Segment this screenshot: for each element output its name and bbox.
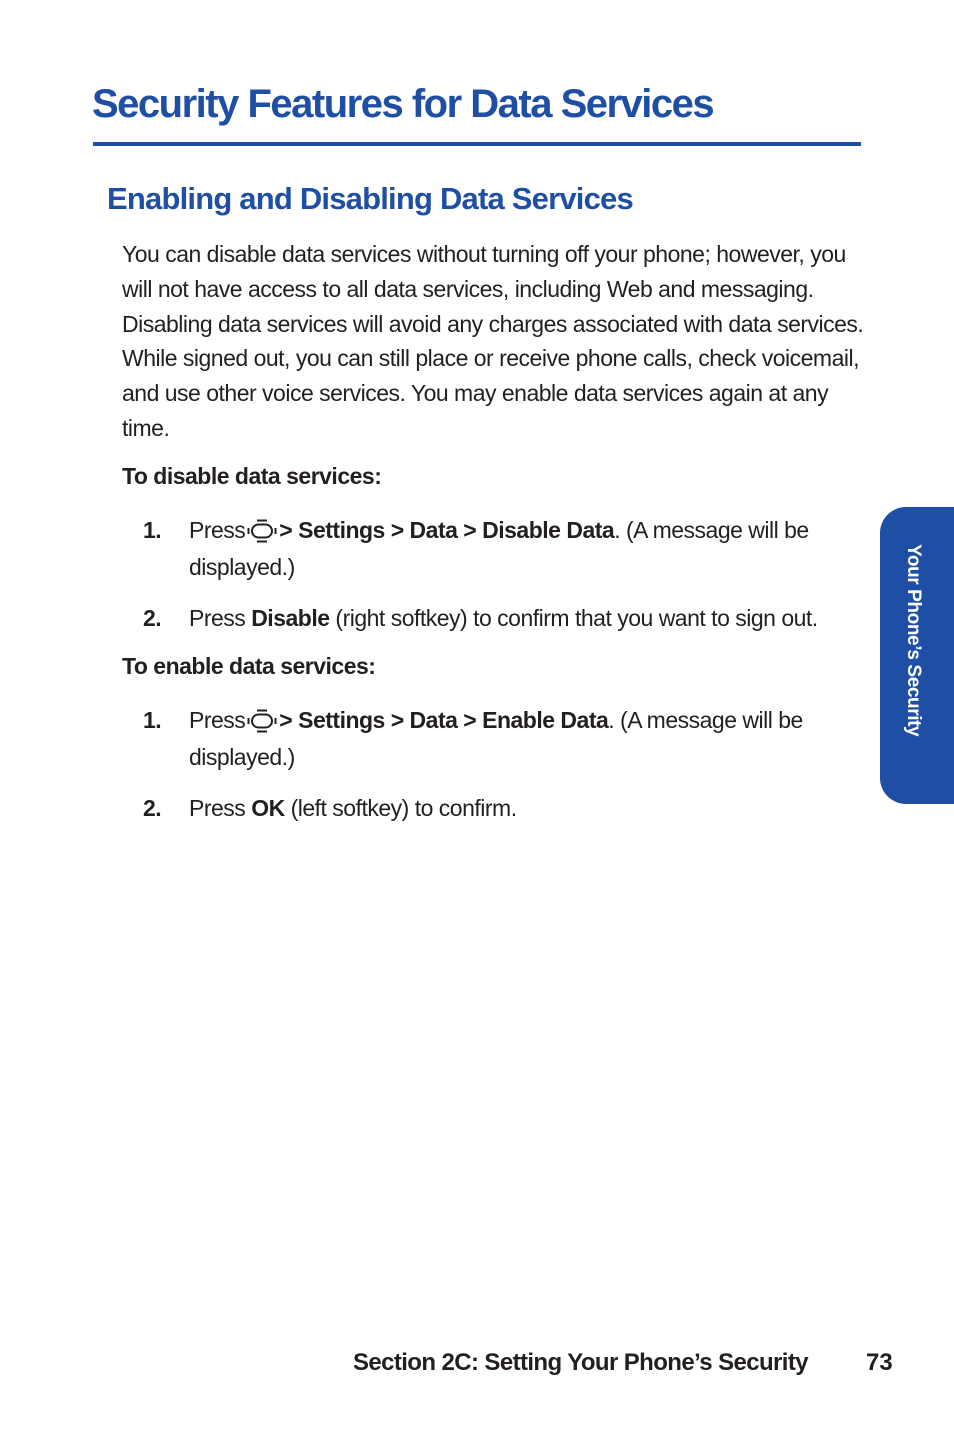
footer-section-title: Section 2C: Setting Your Phone’s Security [352,1349,808,1376]
softkey-name: OK [251,795,285,821]
intro-paragraph: You can disable data services without turning off your phone; however, you will not have access to all data services, including Web and messaging. Disabling data services will avoid any charges associated with data services. While signed out, you can still place or receive phone calls, check voicemail, and use other voice services. You may enable data services again at any time. [122,241,864,441]
disable-heading: To disable data services: [122,463,382,489]
menu-path: > Settings > Data > Disable Data [279,517,615,543]
step-lead: Press [189,707,246,733]
step-number: 1. [143,517,162,543]
softkey-name: Disable [251,605,330,631]
step-tail: (right softkey) to confirm that you want to sign out. [335,605,818,631]
enable-step-1 [143,702,843,776]
chapter-side-tab-label: Your Phone’s Security [903,544,924,737]
menu-path: > Settings > Data > Enable Data [279,707,609,733]
step-number: 1. [143,707,162,733]
footer-page-number: 73 [866,1349,893,1376]
menu-ok-key-icon [247,518,277,544]
enable-heading: To enable data services: [122,653,376,679]
step-tail: . (A message will be displayed.) [189,707,803,770]
disable-step-2 [143,600,843,637]
step-tail: (left softkey) to confirm. [290,795,517,821]
step-number: 2. [143,605,162,631]
page-title: Security Features for Data Services [92,82,714,126]
step-lead: Press [189,795,246,821]
title-underline [93,142,861,146]
section-heading: Enabling and Disabling Data Services [107,181,633,216]
step-lead: Press [189,517,246,543]
enable-step-2 [143,790,843,827]
step-number: 2. [143,795,162,821]
step-lead: Press [189,605,246,631]
disable-step-1 [143,512,843,586]
step-tail: . (A message will be displayed.) [189,517,809,580]
menu-ok-key-icon [247,708,277,734]
